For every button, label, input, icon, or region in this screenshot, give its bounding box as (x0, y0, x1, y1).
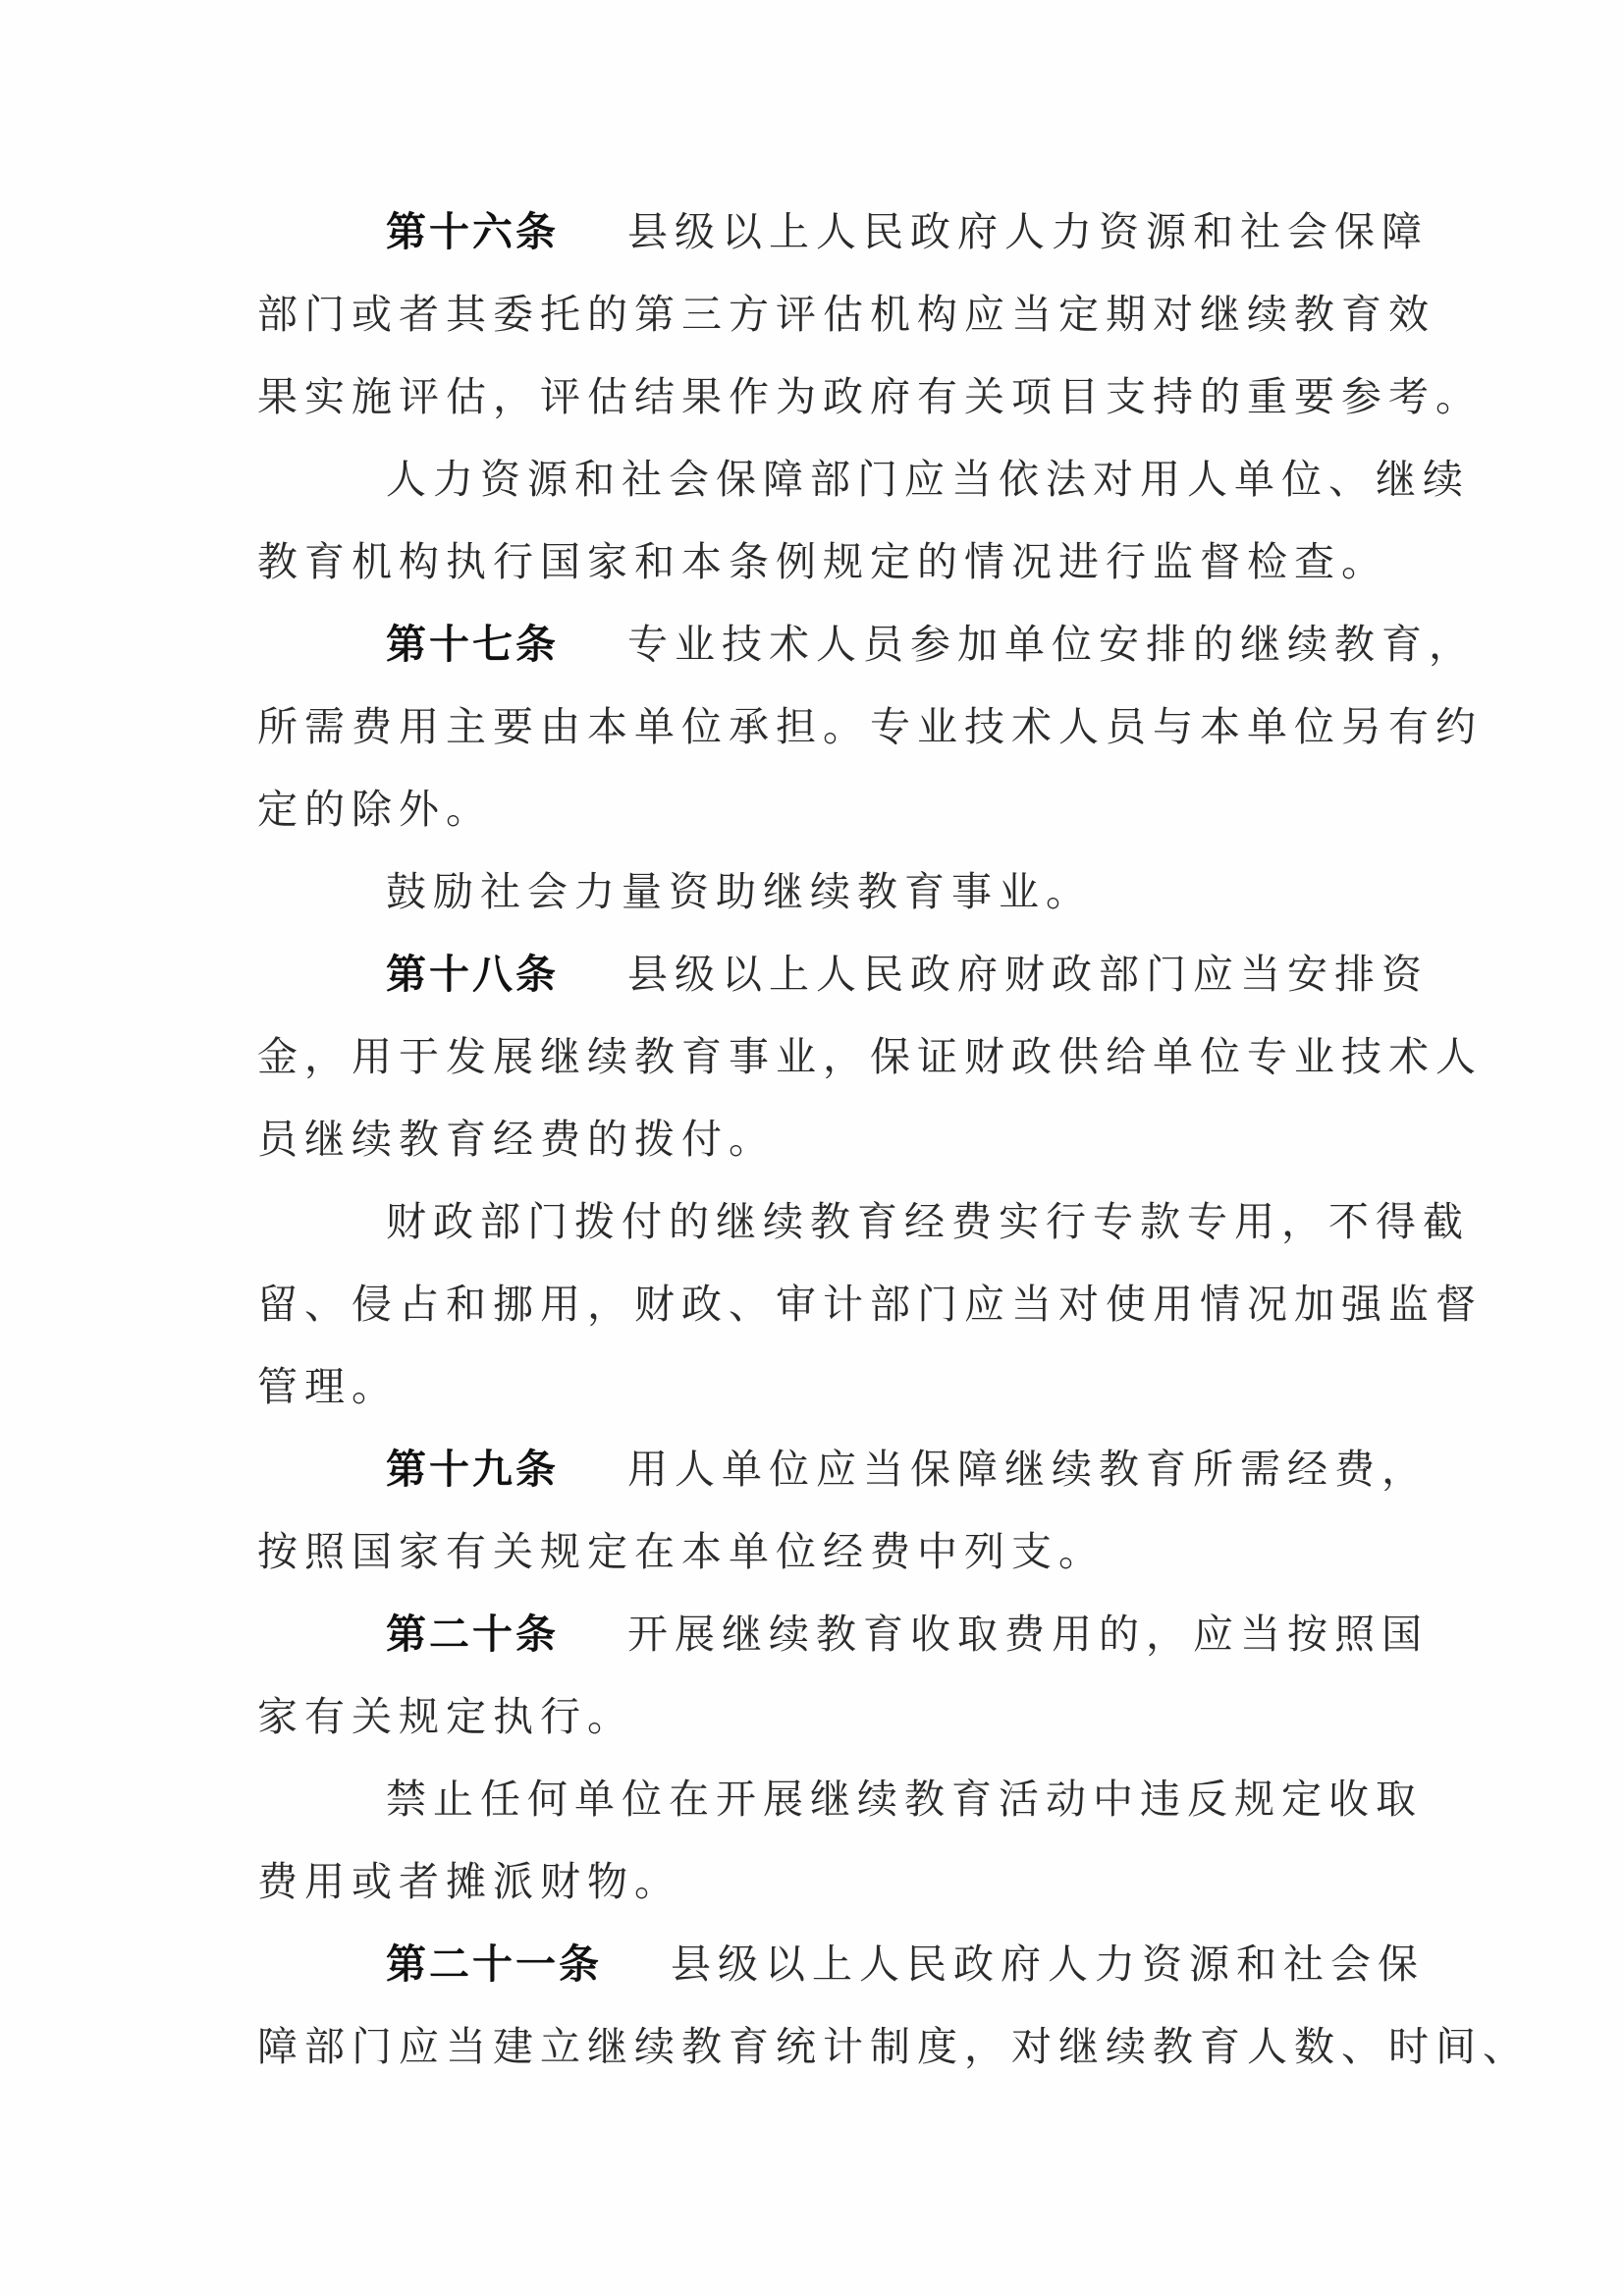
article-21-line-1 (386, 1935, 1425, 1994)
article-19-title: 第十九条 (386, 1446, 559, 1493)
article-16-line-1 (386, 202, 1429, 261)
article-18-title: 第十八条 (386, 951, 559, 998)
article-20-text: 开展继续教育收取费用的，应当按照国 (627, 1611, 1429, 1658)
article-16-line-3: 果实施评估，评估结果作为政府有关项目支持的重要参考。 (257, 373, 1483, 420)
article-20-line-1 (386, 1605, 1429, 1664)
article-17-line-1 (386, 615, 1476, 674)
article-18-line-2: 金，用于发展继续教育事业，保证财政供给单位专业技术人 (257, 1033, 1483, 1080)
article-20-line-2: 家有关规定执行。 (257, 1693, 634, 1740)
article-17-text: 专业技术人员参加单位安排的继续教育， (627, 621, 1476, 668)
article-17-para-2-line-1: 鼓励社会力量资助继续教育事业。 (386, 868, 1093, 915)
article-19-line-1 (386, 1440, 1429, 1499)
article-18-para-2-line-2: 留、侵占和挪用，财政、审计部门应当对使用情况加强监督 (257, 1281, 1483, 1328)
article-20-para-2-line-2: 费用或者摊派财物。 (257, 1858, 681, 1905)
article-21-text: 县级以上人民政府人力资源和社会保 (671, 1941, 1425, 1988)
article-21-title: 第二十一条 (386, 1941, 602, 1988)
article-20-title: 第二十条 (386, 1611, 559, 1658)
article-18-line-3: 员继续教育经费的拨付。 (257, 1116, 776, 1163)
article-16-text: 县级以上人民政府人力资源和社会保障 (627, 208, 1429, 255)
article-16-para-2-line-2: 教育机构执行国家和本条例规定的情况进行监督检查。 (257, 538, 1388, 585)
article-19-line-2: 按照国家有关规定在本单位经费中列支。 (257, 1528, 1106, 1575)
article-19-text: 用人单位应当保障继续教育所需经费， (627, 1446, 1429, 1493)
article-18-para-2-line-1: 财政部门拨付的继续教育经费实行专款专用，不得截 (386, 1198, 1470, 1245)
article-17-line-2: 所需费用主要由本单位承担。专业技术人员与本单位另有约 (257, 703, 1483, 750)
article-17-title: 第十七条 (386, 621, 559, 668)
article-17-line-3: 定的除外。 (257, 786, 493, 833)
article-21-line-2: 障部门应当建立继续教育统计制度，对继续教育人数、时间、 (257, 2023, 1530, 2070)
article-16-para-2-line-1: 人力资源和社会保障部门应当依法对用人单位、继续 (386, 456, 1470, 503)
article-16-line-2: 部门或者其委托的第三方评估机构应当定期对继续教育效 (257, 291, 1435, 338)
article-18-line-1 (386, 945, 1429, 1004)
article-20-para-2-line-1: 禁止任何单位在开展继续教育活动中违反规定收取 (386, 1776, 1423, 1823)
article-18-text: 县级以上人民政府财政部门应当安排资 (627, 951, 1429, 998)
article-18-para-2-line-3: 管理。 (257, 1363, 399, 1410)
article-16-title: 第十六条 (386, 208, 559, 255)
